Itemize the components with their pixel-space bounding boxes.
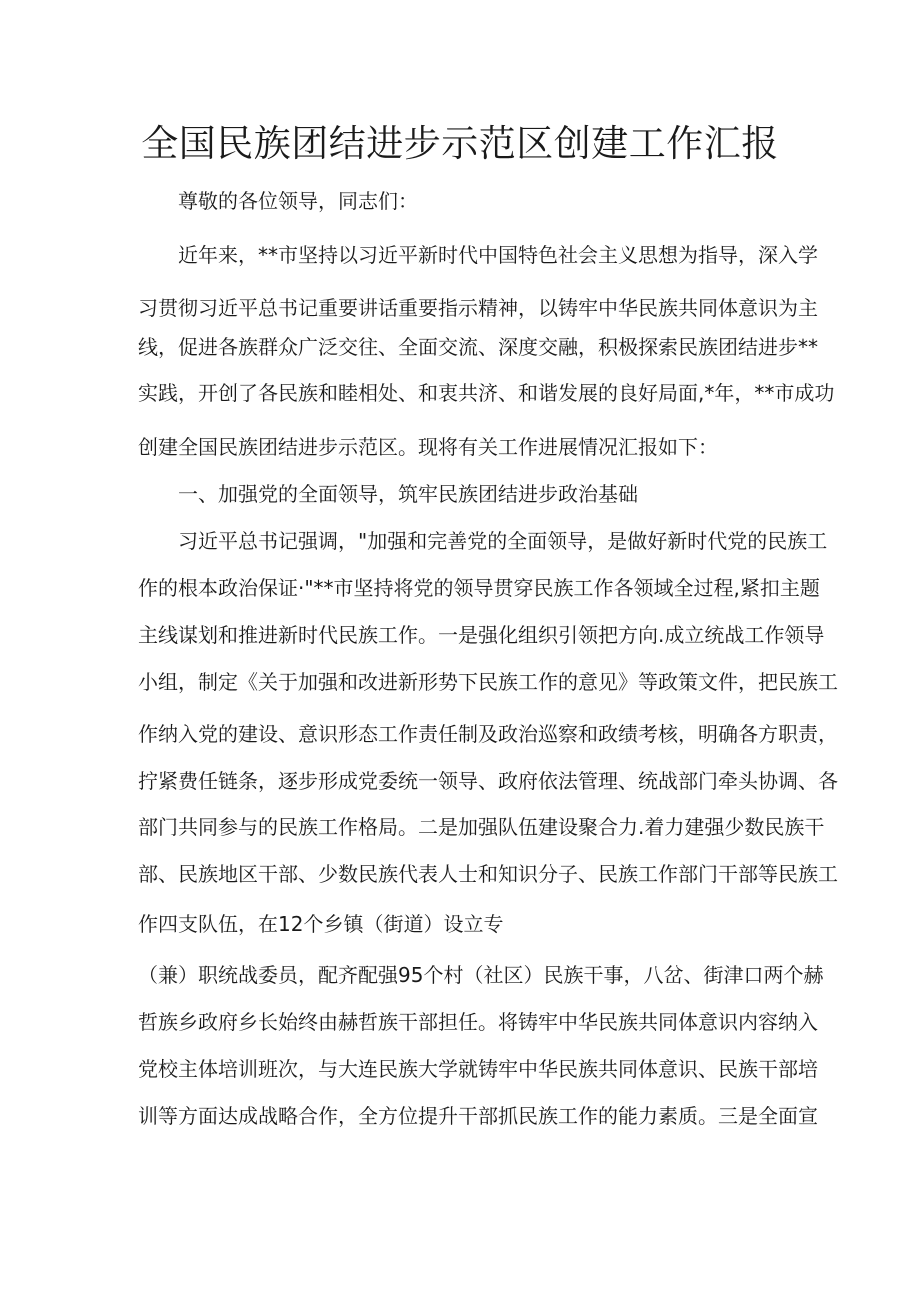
paragraph-line: （兼）职统战委员，配齐配强95个村（社区）民族干事，八岔、街津口两个赫	[138, 963, 824, 987]
paragraph-line: 实践，开创了各民族和睦相处、和衷共济、和谐发展的良好局面,*年，**市成功	[138, 381, 835, 405]
paragraph-line: 小组，制定《关于加强和改进新形势下民族工作的意见》等政策文件，把民族工	[138, 670, 838, 694]
paragraph-line: 线，促进各族群众广泛交往、全面交流、深度交融，积极探索民族团结进步**	[138, 335, 818, 359]
paragraph-line: 作纳入党的建设、意识形态工作责任制及政治巡察和政绩考核，明确各方职责，	[138, 722, 838, 746]
paragraph-line: 训等方面达成战略合作，全方位提升干部抓民族工作的能力素质。三是全面宣	[138, 1104, 818, 1128]
paragraph-line: 习贯彻习近平总书记重要讲话重要指示精神，以铸牢中华民族共同体意识为主	[138, 296, 818, 320]
salutation-line: 尊敬的各位领导，同志们：	[178, 189, 418, 213]
paragraph-line: 哲族乡政府乡长始终由赫哲族干部担任。将铸牢中华民族共同体意识内容纳入	[138, 1010, 818, 1034]
paragraph-line: 作四支队伍，在12个乡镇（街道）设立专	[138, 912, 504, 936]
paragraph-line: 部、民族地区干部、少数民族代表人士和知识分子、民族工作部门干部等民族工	[138, 862, 838, 886]
page-title: 全国民族团结进步示范区创建工作汇报	[141, 122, 779, 165]
paragraph-line: 作的根本政治保证·"**市坚持将党的领导贯穿民族工作各领域全过程,紧扣主题	[138, 576, 820, 600]
paragraph-line: 近年来，**市坚持以习近平新时代中国特色社会主义思想为指导，深入学	[178, 243, 818, 267]
paragraph-line: 党校主体培训班次，与大连民族大学就铸牢中华民族共同体意识、民族干部培	[138, 1057, 818, 1081]
paragraph-line: 拧紧费任链条，逐步形成党委统一领导、政府依法管理、统战部门牵头协调、各	[138, 769, 838, 793]
paragraph-line: 部门共同参与的民族工作格局。二是加强队伍建设聚合力.着力建强少数民族干	[138, 815, 825, 839]
paragraph-line: 主线谋划和推进新时代民族工作。一是强化组织引领把方向.成立统战工作领导	[138, 623, 825, 647]
section-heading: 一、加强党的全面领导，筑牢民族团结进步政治基础	[178, 482, 638, 506]
paragraph-line: 习近平总书记强调，"加强和完善党的全面领导，是做好新时代党的民族工	[178, 529, 828, 553]
paragraph-line: 创建全国民族团结进步示范区。现将有关工作进展情况汇报如下：	[138, 435, 718, 459]
